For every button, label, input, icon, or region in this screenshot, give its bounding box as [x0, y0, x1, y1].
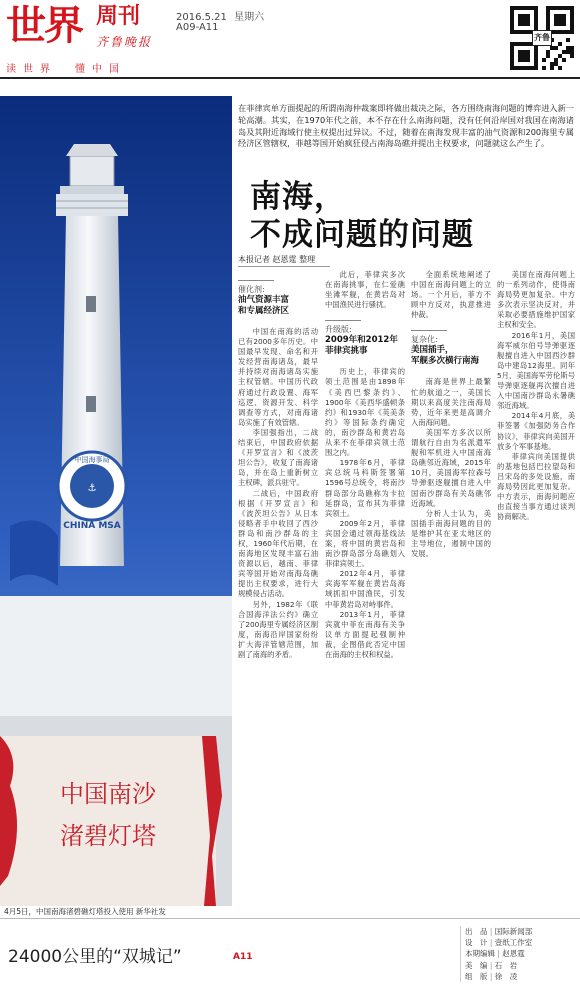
svg-text:⚓: ⚓	[87, 483, 97, 494]
subheading-title: 美国插手，	[411, 345, 454, 356]
qr-code-icon[interactable]	[510, 6, 574, 70]
article-column-3	[411, 270, 491, 906]
credit-name: 赵恩霆	[502, 949, 525, 959]
tower-label: 中国海事局	[74, 456, 110, 464]
paragraph: 美国在南海问题上的一系列动作，使得南海局势更加复杂。中方多次表示坚决反对，并采取必要措施维护国家主权和安全。	[497, 270, 575, 330]
credit-row: 美 编 | 石 岩	[465, 960, 518, 970]
subheading-tag: 催化剂:	[238, 285, 265, 294]
page-range: A09-A11	[176, 22, 219, 33]
credits-box	[460, 926, 578, 982]
paragraph: 此后，菲律宾多次在南海挑事，在仁爱礁坐滩军舰，在黄岩岛对中国渔民进行骚扰。	[325, 270, 405, 310]
teaser-title[interactable]: 24000公里的“双城记”	[8, 947, 182, 967]
paragraph: 菲律宾向美国提供的基地包括巴拉望岛和吕宋岛的多处设施，南海局势因此更加复杂。中方表示，南海问题应由直接当事方通过谈判协商解决。	[497, 451, 575, 522]
masthead-divider	[0, 77, 580, 79]
credit-row: 设 计 | 壹纸工作室	[465, 938, 533, 948]
qr-badge: 齐鲁	[532, 30, 552, 46]
slogan-right: 懂中国	[75, 64, 126, 75]
brand-title: 世界	[6, 3, 82, 49]
credit-role: 组 版	[465, 971, 488, 981]
subheading-title: 和专属经济区	[238, 306, 290, 316]
credit-name: 徐 凌	[494, 971, 518, 981]
photo-caption: 4月5日，中国南海渚碧礁灯塔投入使用 新华社发	[4, 907, 166, 916]
paragraph: 中国在南海的活动已有2000多年历史。中国最早发现、命名和开发经营南海诸岛，最早并持续对南海诸岛实施主权管辖。中国历代政府通过行政设置、海军巡逻、资源开发、科学调查等方式，对南海诸岛实施了有效管辖。	[238, 327, 318, 427]
masthead	[0, 0, 580, 82]
lead-paragraph: 在菲律宾单方面提起的所谓南海仲裁案即将做出裁决之际，各方围绕南海问题的博弈进入新一轮高潮。其实，在1970年代之前，本不存在什么南海问题，没有任何沿岸国对我国在南海诸岛及其附近海域行使主权提出过异议。不过，随着在南海发现丰富的油气资源和200海里专属经济区管辖权，菲越等国开始疯狂侵占南海岛礁并提出主权要求，问题就这么产生了。	[238, 103, 574, 149]
next-story-teaser[interactable]	[0, 920, 400, 995]
banner-line-1: 中国南沙	[60, 780, 156, 808]
issue-date	[176, 8, 264, 23]
banner-line-2: 渚碧灯塔	[60, 822, 156, 850]
article-column-1	[238, 270, 318, 906]
paragraph: 分析人士认为，美国插手南海问题的目的是维护其在亚太地区的主导地位，遏制中国的发展。	[411, 508, 491, 559]
subheading-tag: 升级版:	[325, 325, 352, 335]
credit-role: 出 品	[465, 927, 488, 936]
paragraph: 历史上，菲律宾的领土范围是由1898年《美西巴黎条约》、1900年《美西华盛顿条约》和1930年《英美条约》等国际条约确定的，南沙群岛和黄岩岛从来不在菲律宾领土范围之内。	[325, 367, 405, 458]
headline	[250, 178, 474, 254]
newspaper-name: 齐鲁晚报	[96, 35, 153, 49]
weekday-value: 星期六	[234, 12, 265, 23]
paragraph: 2013年1月，菲律宾就中菲在南海有关争议单方面提起强制仲裁，企图借此否定中国在南海的主权和权益。	[325, 609, 405, 659]
paragraph: 2012年4月，菲律宾海军军舰在黄岩岛海域抓扣中国渔民，引发中菲黄岩岛对峙事件。	[325, 569, 405, 609]
byline: 本报记者 赵恩霆 整理	[238, 255, 316, 264]
article-column-4	[497, 270, 575, 906]
slogan-left: 读世界	[6, 64, 57, 75]
paragraph: 1978年6月，菲律宾总统马科斯签署第1596号总统令，将南沙群岛部分岛礁称为卡拉延群岛，宣布其为菲律宾领土。	[325, 458, 405, 518]
paragraph: 全面系统地阐述了中国在南海问题上的立场。一个月后，菲方不顾中方反对，执意推进仲裁。	[411, 270, 491, 320]
paragraph: 2014年4月底，美菲签署《加强防务合作协议》，菲律宾向美国开放多个军事基地。	[497, 411, 575, 451]
headline-line-1: 南海，	[250, 179, 346, 215]
paragraph: 2009年2月，菲律宾国会通过领海基线法案，将中国的黄岩岛和南沙群岛部分岛礁划入菲律宾领土。	[325, 518, 405, 569]
subheading-title: 菲律宾挑事	[325, 346, 368, 357]
subheading-catalyst	[238, 280, 318, 317]
credit-role: 设 计	[465, 938, 488, 948]
subheading-upgrade	[325, 320, 405, 357]
date-value: 2016.5.21	[176, 12, 227, 23]
paragraph: 李国强指出，二战结束后，中国政府依据《开罗宣言》和《波茨坦公告》，收复了南海诸岛，并在岛上重新树立主权碑，派兵驻守。	[238, 427, 318, 488]
subheading-title: 军舰多次横行南海	[411, 356, 480, 367]
lighthouse-photo	[0, 96, 232, 906]
credit-row: 组 版 | 徐 凌	[465, 971, 518, 981]
credit-name: 壹纸工作室	[494, 938, 533, 948]
headline-line-2: 不成问题的问题	[250, 217, 474, 253]
paragraph: 二战后，中国政府根据《开罗宣言》和《波茨坦公告》从日本侵略者手中收回了西沙群岛和南沙群岛的主权，1960年代后期，在南海地区发现丰富石油资源以后，越南、菲律宾等国开始对南海岛礁提出主权要求，进行大规模侵占活动。	[238, 488, 318, 599]
article-column-2	[325, 270, 405, 906]
subheading-tag: 复杂化:	[411, 335, 438, 345]
credit-role: 美 编	[465, 960, 488, 970]
credit-role: 本期编辑	[465, 949, 495, 959]
paragraph: 南海是世界上最繁忙的航道之一，美国长期以来高度关注南海局势，近年来更是高调介入南海问题。	[411, 377, 491, 427]
subheading-complication	[411, 330, 491, 367]
paragraph: 另外，1982年《联合国海洋法公约》确立了200海里专属经济区制度，南海沿岸国家纷纷扩大海洋管辖范围，加剧了南海的矛盾。	[238, 599, 318, 659]
credit-row: 本期编辑 | 赵恩霆	[465, 949, 525, 959]
bottom-divider	[0, 918, 580, 919]
tower-text: CHINA MSA	[63, 521, 121, 531]
slogan	[6, 60, 126, 75]
credit-name: 石 岩	[494, 960, 518, 970]
byline-divider	[238, 266, 330, 267]
subheading-title: 油气资源丰富	[238, 295, 290, 305]
subheading-title: 2009年和2012年	[325, 335, 398, 346]
paragraph: 美国军方多次以所谓航行自由为名派遣军舰和军机进入中国南海岛礁邻近海域，2015年10月，美国海军拉森号导弹驱逐舰擅自进入中国南沙群岛有关岛礁邻近海域。	[411, 427, 491, 508]
credit-row: 出 品 | 国际新闻部	[465, 927, 533, 936]
brand-weekly: 周刊	[96, 4, 141, 29]
credit-name: 国际新闻部	[494, 927, 533, 936]
teaser-page-number: A11	[233, 952, 253, 962]
paragraph: 2016年1月，美国海军威尔伯号导弹驱逐舰擅自进入中国西沙群岛中建岛12海里。同年5月，美国海军劳伦斯号导弹驱逐舰再次擅自进入中国南沙群岛永暑礁邻近海域。	[497, 330, 575, 411]
